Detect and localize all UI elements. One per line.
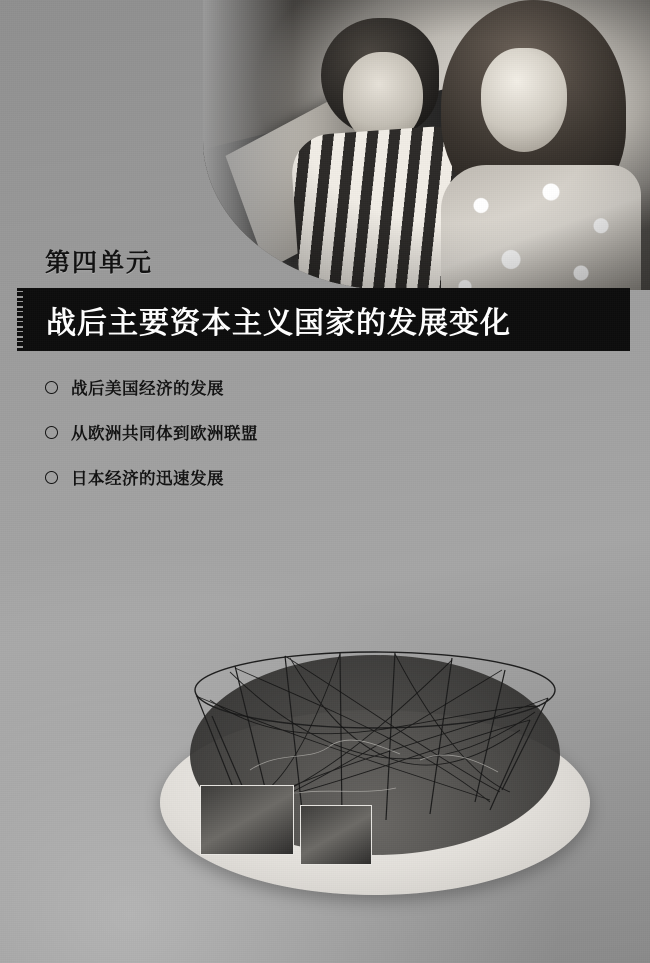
- list-item-label: 从欧洲共同体到欧洲联盟: [71, 424, 258, 443]
- list-item[interactable]: [45, 465, 445, 489]
- torn-edge-decoration: [17, 288, 43, 351]
- inset-map-right: [300, 805, 372, 865]
- children-reading-photo: [203, 0, 650, 290]
- list-item[interactable]: [45, 375, 445, 399]
- global-network-illustration: [160, 620, 590, 910]
- photo-left-fade: [203, 0, 293, 290]
- inset-map-left: [200, 785, 294, 855]
- unit-number-label: 第四单元: [45, 248, 154, 277]
- circle-bullet-icon: [45, 426, 58, 439]
- list-item-label: 日本经济的迅速发展: [71, 469, 224, 488]
- list-item[interactable]: [45, 420, 445, 444]
- unit-title-bar: [23, 288, 630, 351]
- unit-title: 战后主要资本主义国家的发展变化: [46, 305, 511, 341]
- circle-bullet-icon: [45, 471, 58, 484]
- circle-bullet-icon: [45, 381, 58, 394]
- list-item-label: 战后美国经济的发展: [71, 379, 224, 398]
- unit-contents-list: [45, 375, 445, 510]
